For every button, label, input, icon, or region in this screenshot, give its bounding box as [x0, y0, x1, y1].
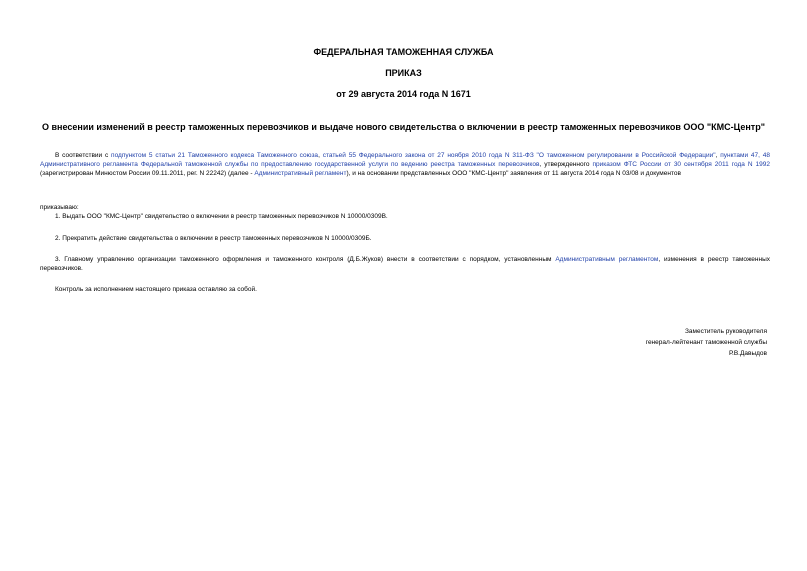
link-tk-ts-article-21[interactable]: подпунктом 5 статьи 21 Таможенного кодекса Таможенного союза [111, 152, 319, 159]
link-reglament-points[interactable]: пунктами 47, 48 Административного регламента Федеральной таможенной службы по предоставлению государственной услуги по ведению реестра таможенных перевозчиков [40, 152, 771, 168]
order-item-3 [40, 255, 770, 273]
order-word: приказываю: [40, 204, 79, 211]
preamble-text-4: , утвержденного [539, 161, 593, 168]
preamble-text-5: (зарегистрирован Минюстом России 09.11.2011, рег. N 22242) (далее - [40, 170, 255, 177]
preamble-text-1: В соответствии с [55, 152, 112, 159]
link-admin-reglament[interactable]: Административный регламент [254, 170, 347, 177]
order-item-3-text-b: , изменения в реестр таможенных перевозчиков. [40, 256, 771, 272]
preamble-text-6: ), и на основании представленных ООО "КМС-Центр" заявления от 11 августа 2014 года N 03/08 и документов [346, 170, 681, 177]
organization-name: ФЕДЕРАЛЬНАЯ ТАМОЖЕННАЯ СЛУЖБА [313, 47, 494, 57]
order-item-2: 2. Прекратить действие свидетельства о включении в реестр таможенных перевозчиков N 10000/0309Б. [55, 235, 372, 242]
order-item-3-text-a: 3. Главному управлению организации таможенного оформления и таможенного контроля (Д.Б.Жуков) внести в соответствии с порядком, установленным [55, 256, 556, 263]
link-admin-reglament-2[interactable]: Административным регламентом [555, 256, 659, 263]
link-fts-order-1992[interactable]: приказом ФТС России от 30 сентября 2011 года N 1992 [592, 161, 770, 168]
document-date-number: от 29 августа 2014 года N 1671 [336, 89, 471, 99]
signature-position: Заместитель руководителя [685, 328, 767, 335]
preamble-paragraph [40, 151, 770, 178]
document-type: ПРИКАЗ [385, 68, 422, 78]
control-clause: Контроль за исполнением настоящего приказа оставляю за собой. [55, 286, 257, 293]
link-federal-law-311[interactable]: статьей 55 Федерального закона от 27 ноября 2010 года N 311-ФЗ "О таможенном регулировании в Российской Федерации" [322, 152, 716, 159]
signature-rank: генерал-лейтенант таможенной службы [645, 339, 767, 346]
signature-name: Р.В.Давыдов [728, 350, 767, 357]
preamble-text-2: , [318, 152, 323, 159]
document-subject: О внесении изменений в реестр таможенных перевозчиков и выдаче нового свидетельства о включении в реестр таможенных перевозчиков ООО "КМС-Центр" [42, 122, 765, 132]
order-item-1: 1. Выдать ООО "КМС-Центр" свидетельство о включении в реестр таможенных перевозчиков N 10000/0309В. [55, 213, 388, 220]
preamble-text-3: , [715, 152, 721, 159]
